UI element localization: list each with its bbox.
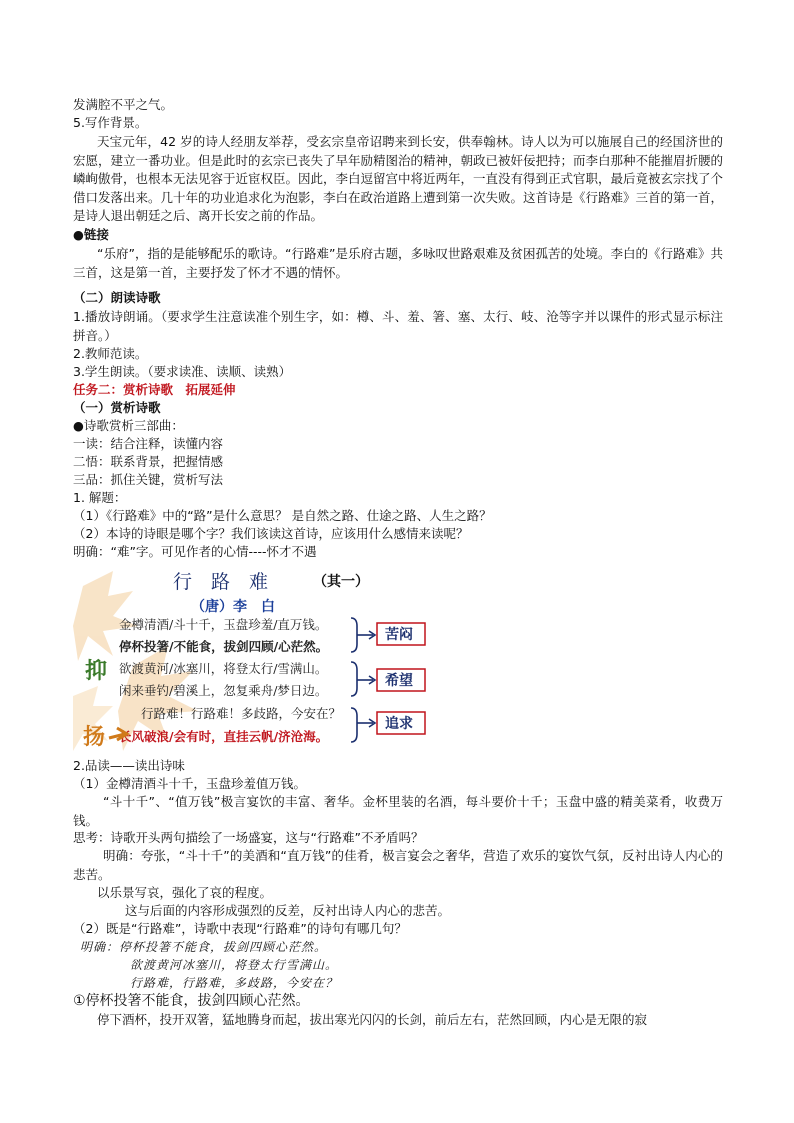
text-line: 以乐景写哀，强化了哀的程度。 <box>97 885 273 900</box>
task-heading: 任务二：赏析诗歌 拓展延伸 <box>73 382 236 397</box>
text-line: 发满腔不平之气。 <box>73 97 174 112</box>
poem-author: （唐）李 白 <box>191 599 275 615</box>
text-line: 三品：抓住关键，赏析写法 <box>73 472 224 487</box>
text-line: 5.写作背景。 <box>73 115 148 130</box>
section-heading: （一）赏析诗歌 <box>73 400 161 415</box>
poem-title: 行 路 难 <box>173 571 269 593</box>
poem-title-suffix: （其一） <box>313 574 369 590</box>
text-line: 二悟：联系背景，把握情感 <box>73 454 224 469</box>
text-line: （1）金樽清酒斗十千，玉盘珍羞值万钱。 <box>73 776 306 791</box>
link-heading: ●链接 <box>73 227 109 242</box>
text-line: 1. 解题： <box>73 490 127 505</box>
bracket-2 <box>351 662 357 696</box>
text-line: （1）《行路难》中的“路”是什么意思？ 是自然之路、仕途之路、人生之路？ <box>73 508 492 523</box>
handwritten-line: 欲渡黄河冰塞川，将登太行雪满山。 <box>130 958 339 972</box>
label-yi: 抑 <box>85 658 108 684</box>
label-yang: 扬 <box>83 724 106 750</box>
bracket-3 <box>351 708 357 742</box>
text-line: 一读：结合注释，读懂内容 <box>73 436 224 451</box>
yuefu-paragraph: “乐府”，指的是能够配乐的歌诗。“行路难”是乐府古题，多咏叹世路艰难及贫困孤苦的处境。李白的《行路难》共三首，这是第一首，主要抒发了怀才不遇的情怀。 <box>73 246 723 280</box>
verse-6: 长风破浪/会有时，直挂云帆/济沧海。 <box>119 729 329 744</box>
explanation-paragraph: “斗十千”、“值万钱”极言宴饮的丰富、奢华。金杯里装的名酒，每斗要价十千；玉盘中盛的精美菜肴，收费万钱。 <box>73 794 723 828</box>
text-line: （2）本诗的诗眼是哪个字？我们该读这首诗，应该用什么感情来读呢？ <box>73 526 469 541</box>
box-label-zhuiqiu: 追求 <box>385 716 413 732</box>
text-line: ①停杯投箸不能食，拔剑四顾心茫然。 <box>73 993 310 1009</box>
background-paragraph: 天宝元年，42 岁的诗人经朋友举荐，受玄宗皇帝诏聘来到长安，供奉翰林。诗人以为可以施展自己的经国济世的宏愿，建立一番功业。但是此时的玄宗已丧失了早年励精图治的精神，朝政已被奸佞把持；而李白那种不能摧眉折腰的嶙峋傲骨，也根本无法见容于近宦权臣。因此，李白逗留宫中将近两年，一直没有得到正式官职，最后竟被玄宗找了个借口发落出来。几十年的功业追求化为泡影，李白在政治道路上遭到第一次失败。这首诗是《行路难》三首的第一首，是诗人退出朝廷之后、离开长安之前的作品。 <box>73 134 724 223</box>
box-label-kumen: 苦闷 <box>385 627 413 643</box>
verse-4: 闲来垂钓/碧溪上，忽复乘舟/梦日边。 <box>119 683 328 698</box>
text-line: 2.品读——读出诗味 <box>73 758 185 773</box>
text-line: （2）既是“行路难”，诗歌中表现“行路难”的诗句有哪几句？ <box>73 921 407 936</box>
verse-2: 停杯投箸/不能食，拔剑四顾/心茫然。 <box>119 639 329 654</box>
handwritten-line: 行路难，行路难，多歧路，今安在？ <box>130 976 339 990</box>
text-line: ●诗歌赏析三部曲： <box>73 418 184 433</box>
answer-paragraph: 明确：夸张，“斗十千”的美酒和“直万钱”的佳肴，极言宴会之奢华，营造了欢乐的宴饮气氛，反衬出诗人内心的悲苦。 <box>73 848 723 882</box>
text-line: 这与后面的内容形成强烈的反差，反衬出诗人内心的悲苦。 <box>125 903 451 918</box>
text-line: 3.学生朗读。（要求读准、读顺、读熟） <box>73 364 292 379</box>
handwritten-line: 明确：停杯投箸不能食，拔剑四顾心茫然。 <box>80 940 328 954</box>
recitation-paragraph: 1.播放诗朗诵。（要求学生注意读准个别生字，如：樽、斗、羞、箸、塞、太行、岐、沧等字并以课件的形式显示标注拼音。） <box>73 309 723 343</box>
poem-structure-figure <box>73 566 493 754</box>
verse-3: 欲渡黄河/冰塞川，将登太行/雪满山。 <box>119 661 328 676</box>
section-heading: （二）朗读诗歌 <box>73 290 161 305</box>
text-line: 明确：“难”字。可见作者的心情----怀才不遇 <box>73 544 317 559</box>
verse-1: 金樽清酒/斗十千，玉盘珍羞/直万钱。 <box>119 617 328 632</box>
verse-5: 行路难！行路难！多歧路，今安在？ <box>141 706 342 721</box>
bracket-group <box>351 618 375 742</box>
text-line: 2.教师范读。 <box>73 346 148 361</box>
box-label-xiwang: 希望 <box>385 673 413 689</box>
text-line: 停下酒杯，投开双箸，猛地腾身而起，拔出寒光闪闪的长剑，前后左右，茫然回顾，内心是无限的寂 <box>97 1012 648 1027</box>
text-line: 思考：诗歌开头两句描绘了一场盛宴，这与“行路难”不矛盾吗？ <box>73 830 424 845</box>
bracket-1 <box>351 618 357 652</box>
